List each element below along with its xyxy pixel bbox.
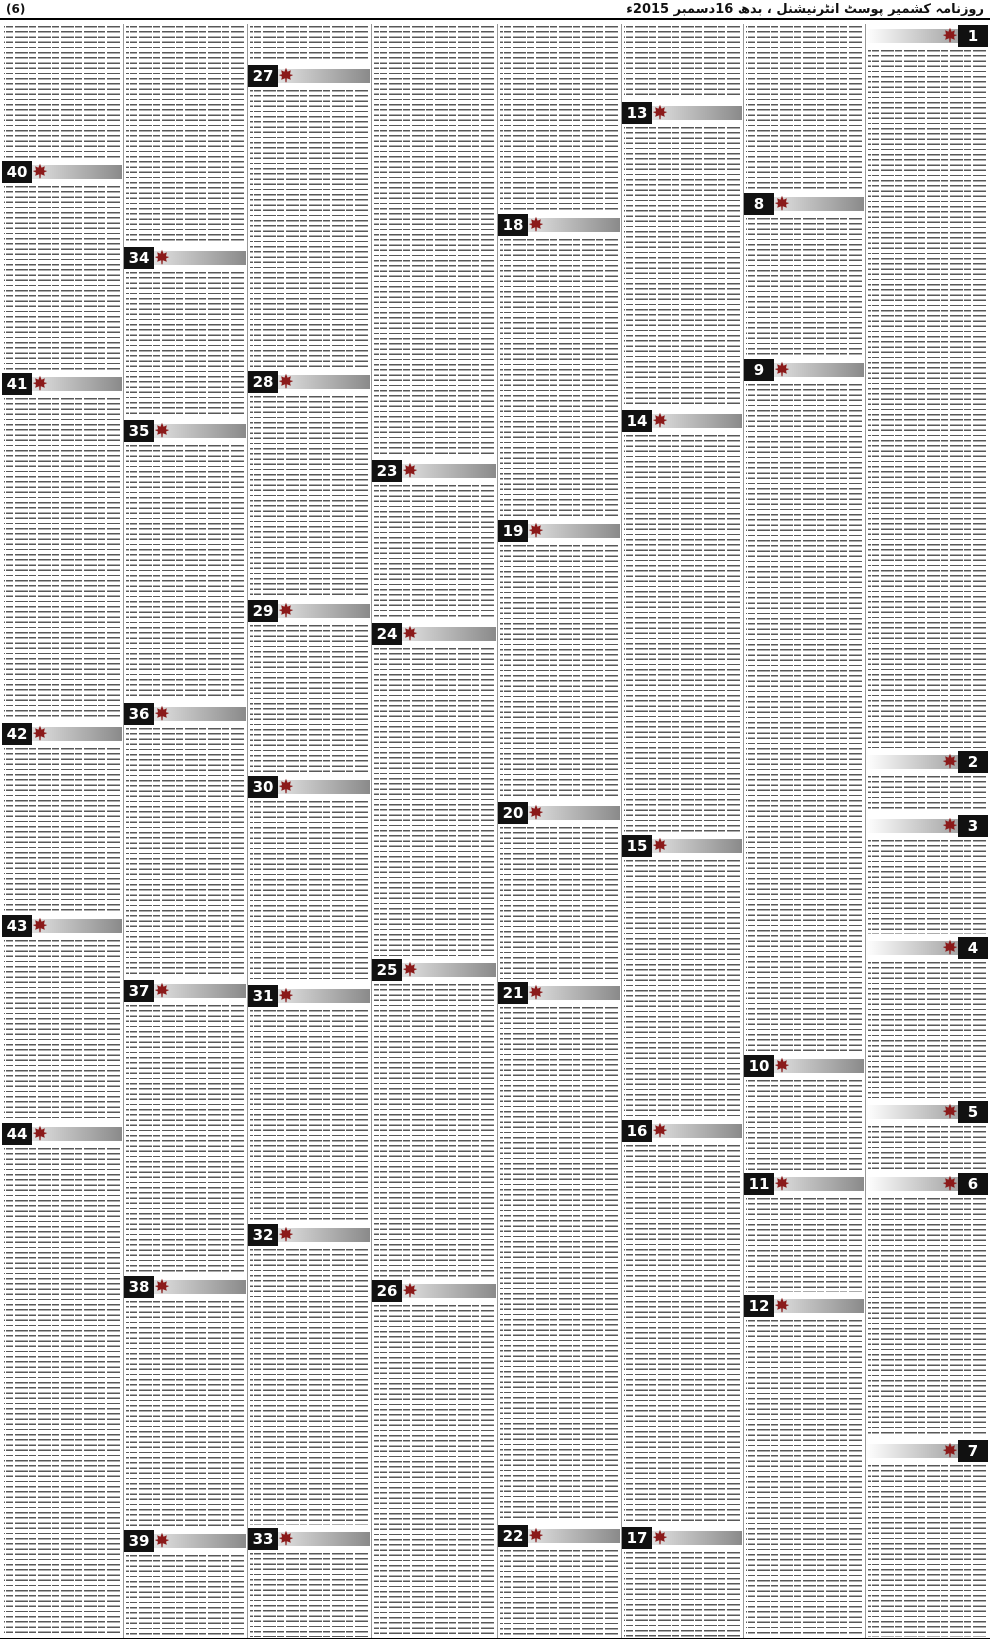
- article-header-14: [622, 409, 742, 433]
- article-number-badge: 9: [744, 359, 774, 381]
- article-body-text: [746, 1080, 862, 1170]
- article-number-badge: 6: [958, 1173, 988, 1195]
- article-body-text: [250, 801, 368, 982]
- article-body-text: [4, 748, 120, 912]
- article-body-text: [250, 625, 368, 773]
- article-header-38: [124, 1275, 246, 1299]
- article-number-badge: 19: [498, 520, 528, 542]
- maple-leaf-icon: [32, 1125, 48, 1141]
- column-4: [498, 24, 620, 1639]
- article-body-text: [126, 1301, 244, 1527]
- maple-leaf-icon: [278, 778, 294, 794]
- maple-leaf-icon: [652, 412, 668, 428]
- maple-leaf-icon: [652, 837, 668, 853]
- article-body-text: [746, 1320, 862, 1637]
- article-number-badge: 44: [2, 1123, 32, 1145]
- column-7: [124, 24, 246, 1639]
- article-body-text: [250, 396, 368, 597]
- article-number-badge: 35: [124, 420, 154, 442]
- maple-leaf-icon: [278, 1226, 294, 1242]
- maple-leaf-icon: [278, 373, 294, 389]
- maple-leaf-icon: [528, 216, 544, 232]
- column-rule: [497, 24, 498, 1639]
- column-1: [866, 24, 988, 1639]
- article-header-17: [622, 1526, 742, 1550]
- article-header-16: [622, 1119, 742, 1143]
- article-number-badge: 21: [498, 982, 528, 1004]
- column-6: [248, 24, 370, 1639]
- article-header-43: [2, 914, 122, 938]
- maple-leaf-icon: [154, 705, 170, 721]
- maple-leaf-icon: [278, 987, 294, 1003]
- article-number-badge: 1: [958, 25, 988, 47]
- article-body-text: [746, 384, 862, 1052]
- column-rule: [247, 24, 248, 1639]
- maple-leaf-icon: [154, 1532, 170, 1548]
- article-header-23: [372, 459, 496, 483]
- maple-leaf-icon: [278, 1530, 294, 1546]
- article-body-text: [126, 1555, 244, 1637]
- article-body-text: [126, 728, 244, 977]
- article-number-badge: 15: [622, 835, 652, 857]
- article-number-badge: 10: [744, 1055, 774, 1077]
- article-header-44: [2, 1122, 122, 1146]
- article-body-text: [374, 485, 494, 620]
- article-number-badge: 28: [248, 371, 278, 393]
- article-body-text: [746, 1198, 862, 1292]
- article-number-badge: 42: [2, 723, 32, 745]
- article-number-badge: 29: [248, 600, 278, 622]
- article-header-39: [124, 1529, 246, 1553]
- page-footer-rule: [0, 1638, 990, 1645]
- maple-leaf-icon: [528, 804, 544, 820]
- article-header-1: [866, 24, 988, 48]
- article-number-badge: 3: [958, 815, 988, 837]
- column-rule: [371, 24, 372, 1639]
- article-header-29: [248, 599, 370, 623]
- article-header-12: [744, 1294, 864, 1318]
- article-header-15: [622, 834, 742, 858]
- article-body-text: [374, 1305, 494, 1637]
- article-body-text: [500, 239, 618, 517]
- maple-leaf-icon: [942, 939, 958, 955]
- column-rule: [621, 24, 622, 1639]
- article-number-badge: 8: [744, 193, 774, 215]
- article-header-9: [744, 358, 864, 382]
- maple-leaf-icon: [774, 1297, 790, 1313]
- article-number-badge: 18: [498, 214, 528, 236]
- article-body-text: [250, 1249, 368, 1525]
- column-3: [622, 24, 742, 1639]
- maple-leaf-icon: [32, 375, 48, 391]
- maple-leaf-icon: [154, 982, 170, 998]
- article-body-text: [868, 840, 986, 934]
- maple-leaf-icon: [652, 104, 668, 120]
- article-number-badge: 27: [248, 65, 278, 87]
- masthead: [0, 0, 990, 20]
- article-header-37: [124, 979, 246, 1003]
- article-header-30: [248, 775, 370, 799]
- article-number-badge: 39: [124, 1530, 154, 1552]
- column-rule: [743, 24, 744, 1639]
- maple-leaf-icon: [528, 1527, 544, 1543]
- maple-leaf-icon: [942, 27, 958, 43]
- article-number-badge: 24: [372, 623, 402, 645]
- maple-leaf-icon: [652, 1529, 668, 1545]
- maple-leaf-icon: [402, 961, 418, 977]
- article-number-badge: 17: [622, 1527, 652, 1549]
- article-header-40: [2, 160, 122, 184]
- article-body-text: [250, 1010, 368, 1221]
- maple-leaf-icon: [528, 984, 544, 1000]
- article-number-badge: 7: [958, 1440, 988, 1462]
- article-header-18: [498, 213, 620, 237]
- article-number-badge: 30: [248, 776, 278, 798]
- article-number-badge: 4: [958, 937, 988, 959]
- column-rule: [865, 24, 866, 1639]
- column-2: [744, 24, 864, 1639]
- article-body-text: [250, 90, 368, 368]
- masthead-title: روزنامہ کشمیر پوسٹ انٹرنیشنل ، بدھ 16دسمبر 2015ء: [626, 1, 984, 17]
- article-body-text: [624, 860, 740, 1117]
- article-number-badge: 36: [124, 703, 154, 725]
- article-body-text: [624, 127, 740, 407]
- maple-leaf-icon: [942, 1442, 958, 1458]
- newspaper-name: روزنامہ کشمیر پوسٹ انٹرنیشنل: [776, 1, 984, 17]
- article-header-42: [2, 722, 122, 746]
- article-body-text: [374, 984, 494, 1277]
- maple-leaf-icon: [154, 249, 170, 265]
- article-header-36: [124, 702, 246, 726]
- article-number-badge: 41: [2, 373, 32, 395]
- article-body-text: [4, 940, 120, 1120]
- article-number-badge: 37: [124, 980, 154, 1002]
- article-body-text: [500, 1550, 618, 1637]
- article-body-text: [868, 962, 986, 1098]
- maple-leaf-icon: [942, 1175, 958, 1191]
- article-header-27: [248, 64, 370, 88]
- article-number-badge: 5: [958, 1101, 988, 1123]
- article-header-5: [866, 1100, 988, 1124]
- article-body-text: [624, 26, 740, 99]
- article-header-4: [866, 936, 988, 960]
- article-header-28: [248, 370, 370, 394]
- article-header-26: [372, 1279, 496, 1303]
- article-header-20: [498, 801, 620, 825]
- issue-date: بدھ 16دسمبر 2015ء: [626, 1, 763, 17]
- article-body-text: [500, 1007, 618, 1522]
- article-header-3: [866, 814, 988, 838]
- article-body-text: [4, 186, 120, 370]
- maple-leaf-icon: [652, 1122, 668, 1138]
- article-number-badge: 13: [622, 102, 652, 124]
- article-number-badge: 20: [498, 802, 528, 824]
- article-body-text: [500, 26, 618, 211]
- page-number: (6): [6, 2, 26, 16]
- article-body-text: [250, 26, 368, 62]
- article-header-13: [622, 101, 742, 125]
- column-5: [372, 24, 496, 1639]
- maple-leaf-icon: [774, 361, 790, 377]
- article-number-badge: 38: [124, 1276, 154, 1298]
- maple-leaf-icon: [278, 602, 294, 618]
- maple-leaf-icon: [402, 625, 418, 641]
- article-body-text: [4, 1148, 120, 1637]
- article-header-34: [124, 246, 246, 270]
- article-number-badge: 40: [2, 161, 32, 183]
- maple-leaf-icon: [774, 1175, 790, 1191]
- article-number-badge: 31: [248, 985, 278, 1007]
- article-body-text: [500, 827, 618, 979]
- maple-leaf-icon: [402, 1282, 418, 1298]
- maple-leaf-icon: [154, 422, 170, 438]
- article-header-32: [248, 1223, 370, 1247]
- article-header-21: [498, 981, 620, 1005]
- article-header-10: [744, 1054, 864, 1078]
- maple-leaf-icon: [32, 725, 48, 741]
- article-body-text: [868, 776, 986, 812]
- article-body-text: [4, 26, 120, 158]
- article-header-35: [124, 419, 246, 443]
- maple-leaf-icon: [774, 195, 790, 211]
- article-number-badge: 12: [744, 1295, 774, 1317]
- article-header-41: [2, 372, 122, 396]
- maple-leaf-icon: [32, 917, 48, 933]
- article-body-text: [500, 545, 618, 799]
- article-number-badge: 22: [498, 1525, 528, 1547]
- maple-leaf-icon: [942, 753, 958, 769]
- maple-leaf-icon: [528, 522, 544, 538]
- article-header-11: [744, 1172, 864, 1196]
- maple-leaf-icon: [774, 1057, 790, 1073]
- article-header-8: [744, 192, 864, 216]
- article-body-text: [868, 50, 986, 748]
- article-body-text: [868, 1465, 986, 1637]
- article-body-text: [374, 648, 494, 956]
- article-header-19: [498, 519, 620, 543]
- article-body-text: [624, 435, 740, 832]
- maple-leaf-icon: [942, 817, 958, 833]
- maple-leaf-icon: [278, 67, 294, 83]
- article-body-text: [126, 445, 244, 700]
- article-body-text: [374, 26, 494, 457]
- article-number-badge: 32: [248, 1224, 278, 1246]
- article-header-7: [866, 1439, 988, 1463]
- article-body-text: [126, 272, 244, 417]
- article-number-badge: 14: [622, 410, 652, 432]
- article-number-badge: 26: [372, 1280, 402, 1302]
- article-body-text: [746, 26, 862, 190]
- article-header-2: [866, 750, 988, 774]
- article-number-badge: 2: [958, 751, 988, 773]
- article-body-text: [746, 218, 862, 356]
- article-body-text: [868, 1126, 986, 1170]
- article-body-text: [4, 398, 120, 720]
- maple-leaf-icon: [402, 462, 418, 478]
- article-header-24: [372, 622, 496, 646]
- article-body-text: [624, 1145, 740, 1524]
- article-header-6: [866, 1172, 988, 1196]
- article-header-22: [498, 1524, 620, 1548]
- article-number-badge: 33: [248, 1528, 278, 1550]
- article-body-text: [868, 1198, 986, 1437]
- article-number-badge: 23: [372, 460, 402, 482]
- article-number-badge: 25: [372, 959, 402, 981]
- maple-leaf-icon: [32, 163, 48, 179]
- article-header-33: [248, 1527, 370, 1551]
- article-body-text: [250, 1553, 368, 1637]
- maple-leaf-icon: [942, 1103, 958, 1119]
- article-body-text: [624, 1552, 740, 1637]
- article-body-text: [126, 26, 244, 244]
- article-header-25: [372, 958, 496, 982]
- column-8: [2, 24, 122, 1639]
- column-rule: [123, 24, 124, 1639]
- article-number-badge: 16: [622, 1120, 652, 1142]
- article-number-badge: 43: [2, 915, 32, 937]
- article-body-text: [126, 1005, 244, 1273]
- article-number-badge: 34: [124, 247, 154, 269]
- maple-leaf-icon: [154, 1278, 170, 1294]
- article-number-badge: 11: [744, 1173, 774, 1195]
- article-header-31: [248, 984, 370, 1008]
